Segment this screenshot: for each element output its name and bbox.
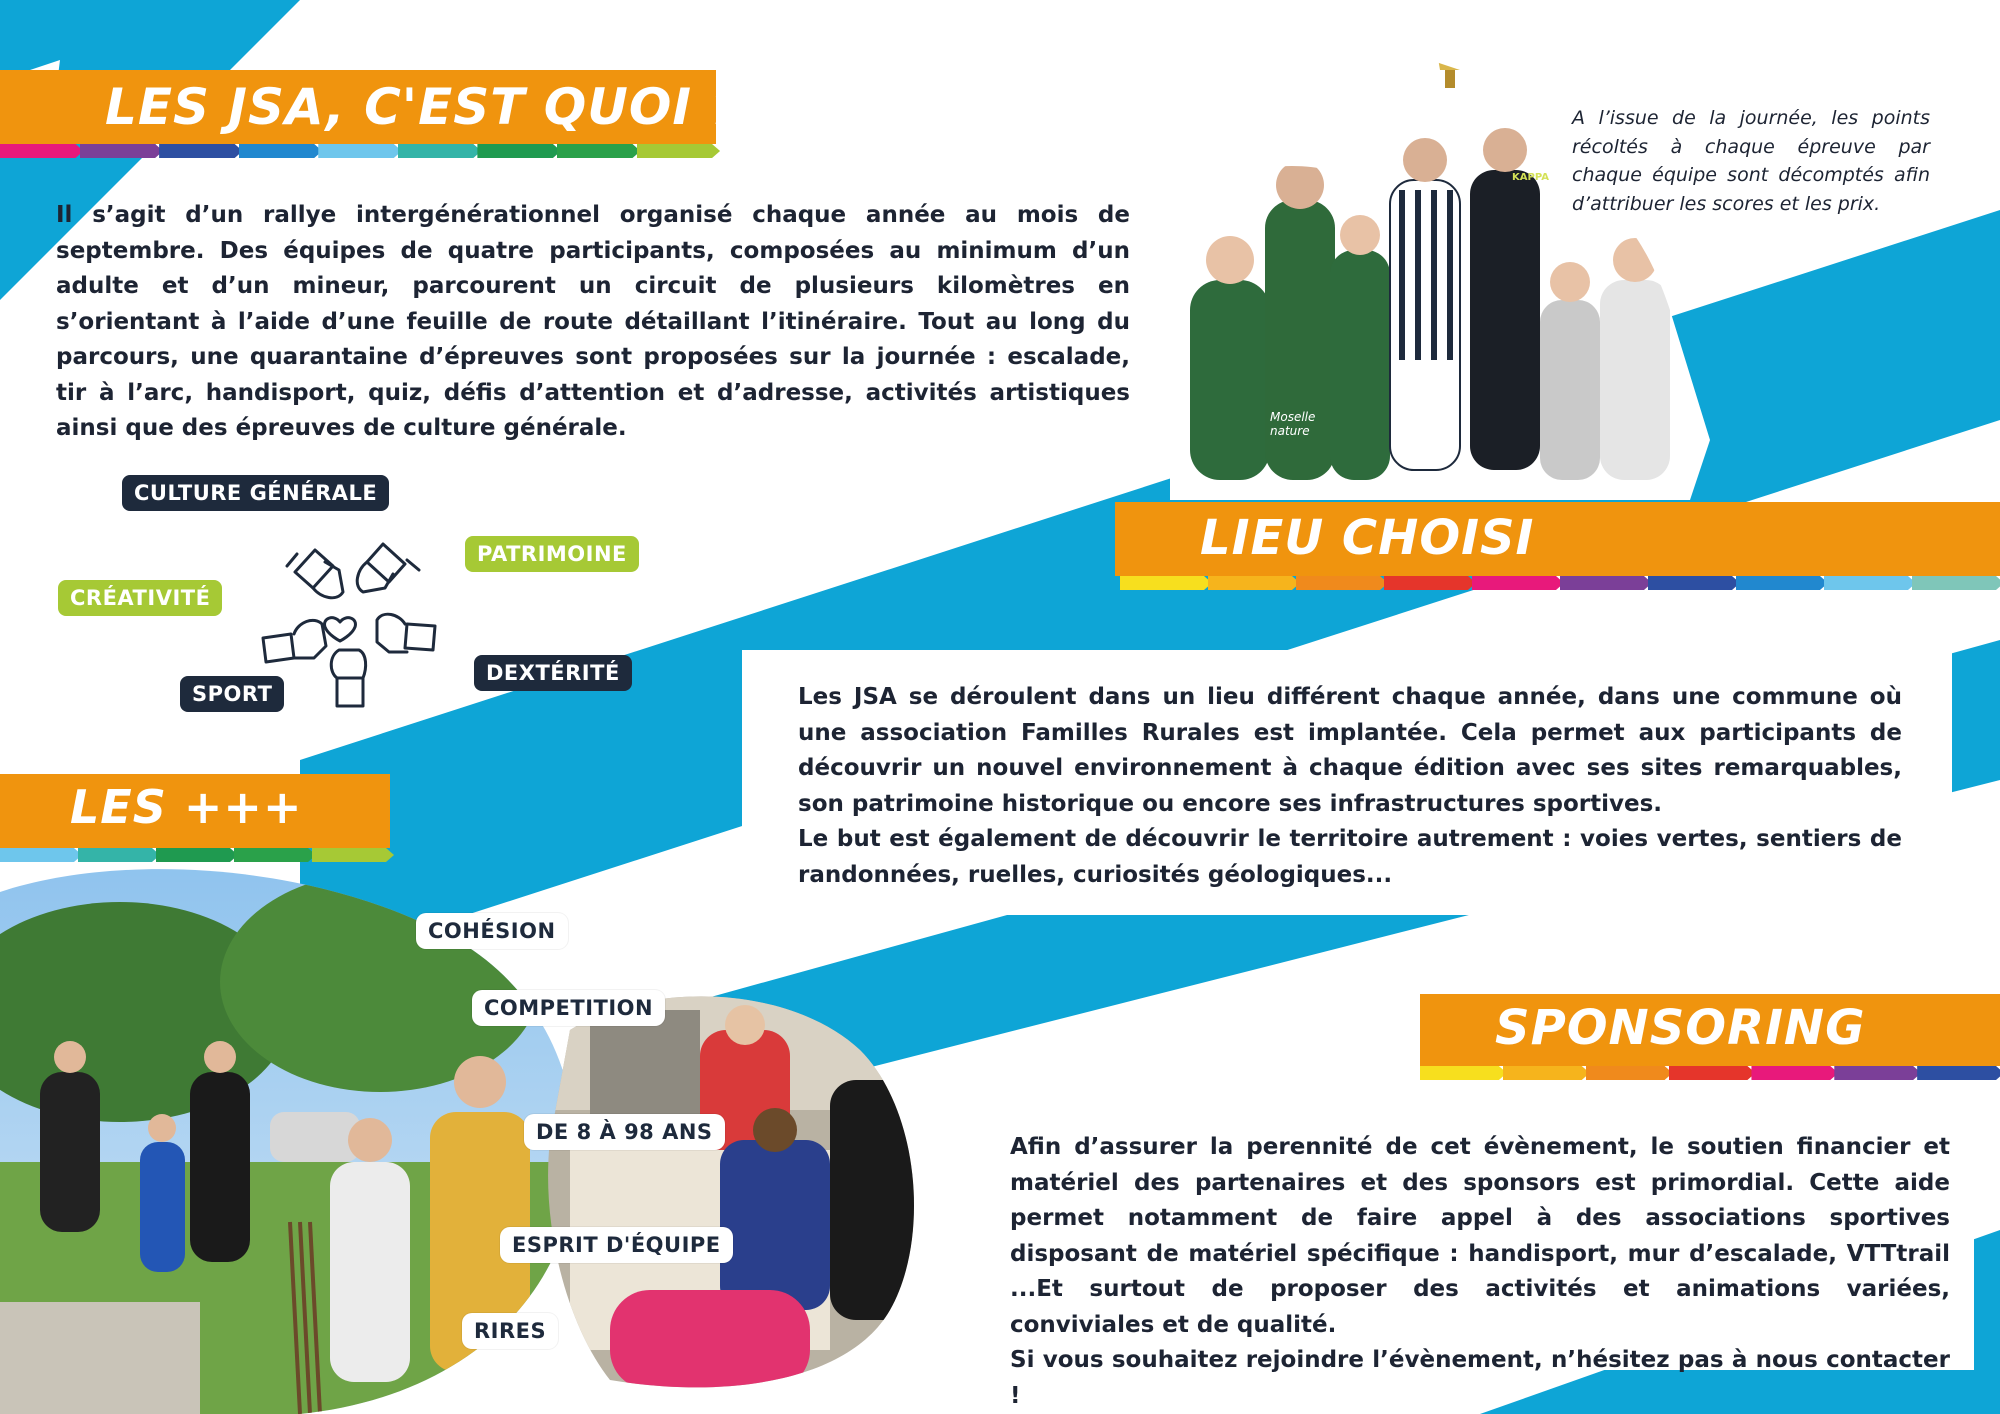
place-paragraph-2: Le but est également de découvrir le territoire autrement : voies vertes, sentiers de randonnées, ruelles, curiosités géologiques... <box>798 826 1902 888</box>
bag-text: Moselle nature <box>1270 410 1316 438</box>
hands-circle-heart-icon <box>255 530 445 710</box>
tag-sport: SPORT <box>180 676 284 712</box>
tag-culture: CULTURE GÉNÉRALE <box>122 475 389 511</box>
sponsor-paragraph <box>1010 1130 1950 1414</box>
photo-crafts <box>530 990 920 1390</box>
tag-rires: RIRES <box>462 1313 558 1349</box>
place-paragraph-1: Les JSA se déroulent dans un lieu différent chaque année, dans une commune où une association Familles Rurales est implantée. Cela permet aux participants de découvrir un nouvel environnement à chaque édition avec ses sites remarquables, son patrimoine historique ou encore ses infrastructures sportives. <box>798 684 1902 817</box>
tag-esprit: ESPRIT D'ÉQUIPE <box>500 1227 733 1263</box>
sponsor-color-stripe <box>1420 1066 2000 1080</box>
sponsor-paragraph-2: Si vous souhaitez rejoindre l’évènement, n’hésitez pas à nous contacter ! <box>1010 1347 1950 1409</box>
place-color-stripe <box>1120 576 2000 590</box>
tag-dexterite: DEXTÉRITÉ <box>474 655 632 691</box>
tag-patrimoine: PATRIMOINE <box>465 536 639 572</box>
photo-team-trophy <box>1170 20 1730 500</box>
tag-ages: DE 8 À 98 ANS <box>524 1114 725 1150</box>
tag-creativite: CRÉATIVITÉ <box>58 580 222 616</box>
what-paragraph: Il s’agit d’un rallye intergénérationnel organisé chaque année au mois de septembre. Des équipes de quatre participants, composées au minimum d’un adulte et d’un mineur, parcourent un circuit de plusieurs kilomètres en s’orientant à l’aide d’une feuille de route détaillant l’itinéraire. Tout au long du parcours, une quarantaine d’épreuves sont proposées sur la journée : escalade, tir à l’arc, handisport, quiz, défis d’attention et d’adresse, activités artistiques ainsi que des épreuves de culture générale. <box>56 202 1130 441</box>
kappa-shirt-text: KAPPA <box>1512 172 1549 183</box>
plus-color-stripe <box>0 848 390 862</box>
place-title: LIEU CHOISI <box>1200 510 1535 566</box>
what-title: LES JSA, C'EST QUOI ? <box>105 78 741 136</box>
tag-competition: COMPETITION <box>472 990 665 1026</box>
sponsor-title: SPONSORING <box>1495 1000 1866 1056</box>
what-color-stripe <box>0 144 716 158</box>
place-paragraph <box>798 680 1902 893</box>
sponsor-paragraph-1: Afin d’assurer la perennité de cet évènement, le soutien financier et matériel des partenaires et des sponsors est primordial. Cette aide permet notamment de faire appel à des associations sportives disposant de matériel spécifique : handisport, mur d’escalade, VTTtrail ...Et surtout de proposer des activités et animations variées, conviviales et de qualité. <box>1010 1134 1950 1338</box>
tag-cohesion: COHÉSION <box>416 913 568 949</box>
photo-caption: A l’issue de la journée, les points récoltés à chaque épreuve par chaque équipe sont décomptés afin d’attribuer les scores et les prix. <box>1572 107 1930 215</box>
plus-title: LES +++ <box>70 780 303 834</box>
